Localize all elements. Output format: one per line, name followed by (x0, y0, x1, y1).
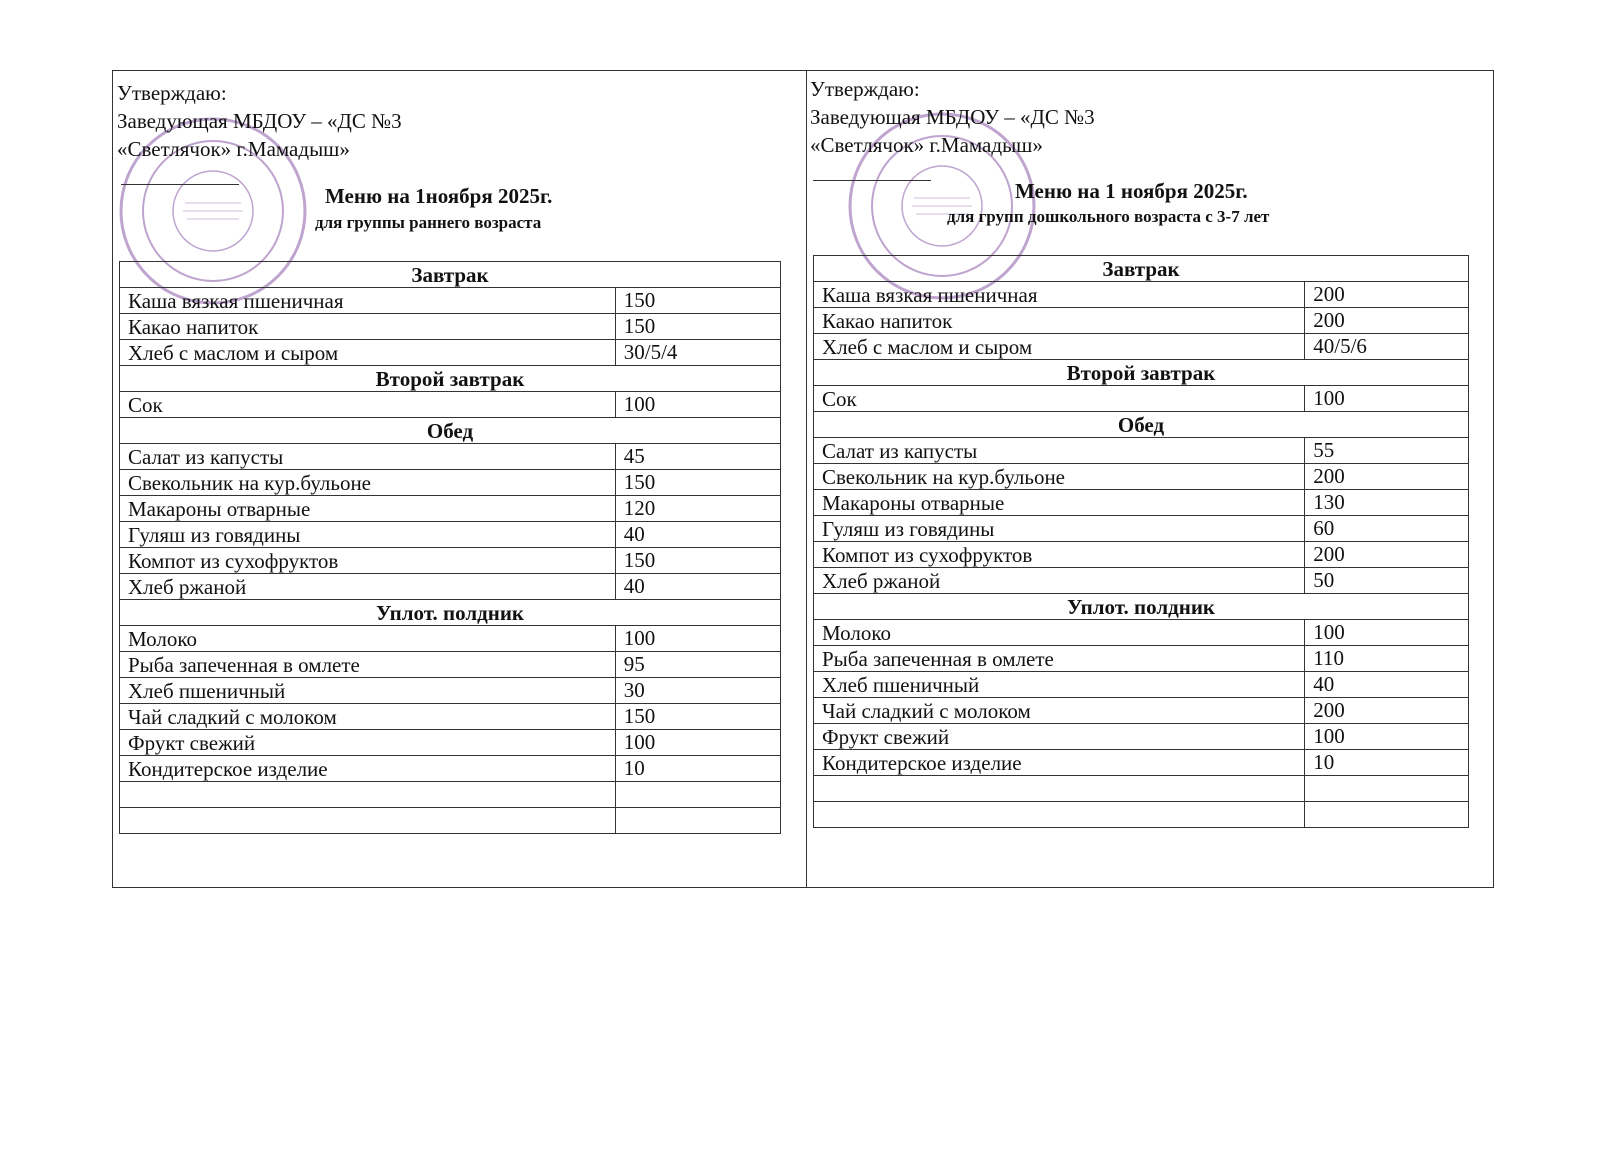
section-title: Уплот. полдник (120, 600, 781, 626)
table-row (120, 288, 781, 314)
section-title: Завтрак (120, 262, 781, 288)
portion-cell: 150 (615, 548, 780, 574)
table-row (814, 308, 1469, 334)
table-row (814, 334, 1469, 360)
dish-name-cell: Каша вязкая пшеничная (120, 288, 616, 314)
table-row (814, 490, 1469, 516)
portion-cell: 10 (615, 756, 780, 782)
dish-name-cell: Гуляш из говядины (814, 516, 1305, 542)
approval-line: Утверждаю: (117, 81, 227, 105)
table-row (120, 730, 781, 756)
dish-name-cell: Хлеб с маслом и сыром (120, 340, 616, 366)
table-row (814, 516, 1469, 542)
portion-cell: 150 (615, 704, 780, 730)
signature-line (813, 180, 931, 181)
portion-cell: 40 (615, 574, 780, 600)
center-divider (806, 71, 807, 887)
table-row (120, 470, 781, 496)
section-title: Обед (814, 412, 1469, 438)
section-title: Уплот. полдник (814, 594, 1469, 620)
menu-title: Меню на 1 ноября 2025г. (1015, 179, 1248, 203)
dish-name-cell: Макароны отварные (814, 490, 1305, 516)
section-title: Обед (120, 418, 781, 444)
section-header-row (120, 262, 781, 288)
section-header-row (814, 360, 1469, 386)
table-row (120, 574, 781, 600)
dish-name-cell (120, 782, 616, 808)
portion-cell: 200 (1305, 464, 1469, 490)
dish-name-cell: Молоко (120, 626, 616, 652)
signature-line (121, 184, 239, 185)
table-row (814, 568, 1469, 594)
portion-cell: 200 (1305, 698, 1469, 724)
table-row (814, 724, 1469, 750)
dish-name-cell: Фрукт свежий (120, 730, 616, 756)
table-row (814, 646, 1469, 672)
table-row (120, 626, 781, 652)
dish-name-cell: Хлеб пшеничный (814, 672, 1305, 698)
dish-name-cell (120, 808, 616, 834)
dish-name-cell: Хлеб с маслом и сыром (814, 334, 1305, 360)
portion-cell: 60 (1305, 516, 1469, 542)
approval-line: Заведующая МБДОУ – «ДС №3 (810, 105, 1095, 129)
dish-name-cell: Чай сладкий с молоком (120, 704, 616, 730)
dish-name-cell: Кондитерское изделие (814, 750, 1305, 776)
portion-cell: 100 (615, 392, 780, 418)
table-row (814, 438, 1469, 464)
portion-cell: 100 (615, 626, 780, 652)
table-row (120, 548, 781, 574)
dish-name-cell: Хлеб ржаной (814, 568, 1305, 594)
table-row (120, 782, 781, 808)
table-row (814, 620, 1469, 646)
dish-name-cell: Салат из капусты (814, 438, 1305, 464)
dish-name-cell: Свекольник на кур.бульоне (120, 470, 616, 496)
menu-table-body (120, 262, 781, 834)
portion-cell: 100 (1305, 724, 1469, 750)
dish-name-cell: Компот из сухофруктов (120, 548, 616, 574)
table-row (120, 652, 781, 678)
approval-line: Утверждаю: (810, 77, 920, 101)
portion-cell: 40 (1305, 672, 1469, 698)
portion-cell: 45 (615, 444, 780, 470)
table-row (814, 672, 1469, 698)
dish-name-cell: Фрукт свежий (814, 724, 1305, 750)
portion-cell: 10 (1305, 750, 1469, 776)
dish-name-cell: Чай сладкий с молоком (814, 698, 1305, 724)
dish-name-cell: Компот из сухофруктов (814, 542, 1305, 568)
menu-table (119, 261, 781, 834)
dish-name-cell: Молоко (814, 620, 1305, 646)
dish-name-cell: Хлеб ржаной (120, 574, 616, 600)
section-title: Завтрак (814, 256, 1469, 282)
portion-cell: 150 (615, 314, 780, 340)
table-row (120, 522, 781, 548)
dish-name-cell: Сок (814, 386, 1305, 412)
portion-cell: 30 (615, 678, 780, 704)
approval-line: «Светлячок» г.Мамадыш» (810, 133, 1043, 157)
section-header-row (120, 600, 781, 626)
portion-cell: 95 (615, 652, 780, 678)
dish-name-cell: Каша вязкая пшеничная (814, 282, 1305, 308)
portion-cell: 40/5/6 (1305, 334, 1469, 360)
dish-name-cell: Рыба запеченная в омлете (120, 652, 616, 678)
approval-line: Заведующая МБДОУ – «ДС №3 (117, 109, 402, 133)
dish-name-cell (814, 802, 1305, 828)
portion-cell (1305, 802, 1469, 828)
section-header-row (814, 594, 1469, 620)
table-row (120, 808, 781, 834)
section-header-row (120, 366, 781, 392)
portion-cell: 150 (615, 288, 780, 314)
portion-cell: 150 (615, 470, 780, 496)
table-row (814, 542, 1469, 568)
dish-name-cell: Свекольник на кур.бульоне (814, 464, 1305, 490)
section-title: Второй завтрак (814, 360, 1469, 386)
dish-name-cell (814, 776, 1305, 802)
dish-name-cell: Рыба запеченная в омлете (814, 646, 1305, 672)
portion-cell: 200 (1305, 282, 1469, 308)
table-row (814, 750, 1469, 776)
menu-table (813, 255, 1469, 828)
portion-cell (615, 782, 780, 808)
table-row (814, 386, 1469, 412)
portion-cell: 30/5/4 (615, 340, 780, 366)
portion-cell: 200 (1305, 542, 1469, 568)
menu-table-body (814, 256, 1469, 828)
table-row (814, 464, 1469, 490)
dish-name-cell: Сок (120, 392, 616, 418)
dish-name-cell: Гуляш из говядины (120, 522, 616, 548)
table-row (814, 802, 1469, 828)
section-header-row (814, 256, 1469, 282)
section-header-row (814, 412, 1469, 438)
portion-cell: 120 (615, 496, 780, 522)
table-row (120, 756, 781, 782)
menu-sheet (112, 70, 1494, 888)
portion-cell: 130 (1305, 490, 1469, 516)
menu-subtitle: для группы раннего возраста (315, 213, 542, 232)
approval-block (117, 79, 402, 163)
table-row (120, 392, 781, 418)
table-row (814, 282, 1469, 308)
menu-title: Меню на 1ноября 2025г. (325, 184, 553, 208)
dish-name-cell: Кондитерское изделие (120, 756, 616, 782)
table-row (120, 704, 781, 730)
portion-cell (1305, 776, 1469, 802)
dish-name-cell: Какао напиток (814, 308, 1305, 334)
dish-name-cell: Какао напиток (120, 314, 616, 340)
menu-subtitle: для групп дошкольного возраста с 3-7 лет (947, 207, 1270, 226)
approval-block (810, 75, 1095, 159)
table-row (120, 496, 781, 522)
portion-cell: 40 (615, 522, 780, 548)
dish-name-cell: Хлеб пшеничный (120, 678, 616, 704)
dish-name-cell: Салат из капусты (120, 444, 616, 470)
table-row (120, 444, 781, 470)
table-row (120, 314, 781, 340)
dish-name-cell: Макароны отварные (120, 496, 616, 522)
table-row (814, 776, 1469, 802)
portion-cell (615, 808, 780, 834)
table-row (120, 340, 781, 366)
portion-cell: 100 (1305, 386, 1469, 412)
section-header-row (120, 418, 781, 444)
approval-line: «Светлячок» г.Мамадыш» (117, 137, 350, 161)
table-row (814, 698, 1469, 724)
portion-cell: 200 (1305, 308, 1469, 334)
portion-cell: 100 (1305, 620, 1469, 646)
table-row (120, 678, 781, 704)
portion-cell: 110 (1305, 646, 1469, 672)
portion-cell: 50 (1305, 568, 1469, 594)
portion-cell: 100 (615, 730, 780, 756)
portion-cell: 55 (1305, 438, 1469, 464)
section-title: Второй завтрак (120, 366, 781, 392)
